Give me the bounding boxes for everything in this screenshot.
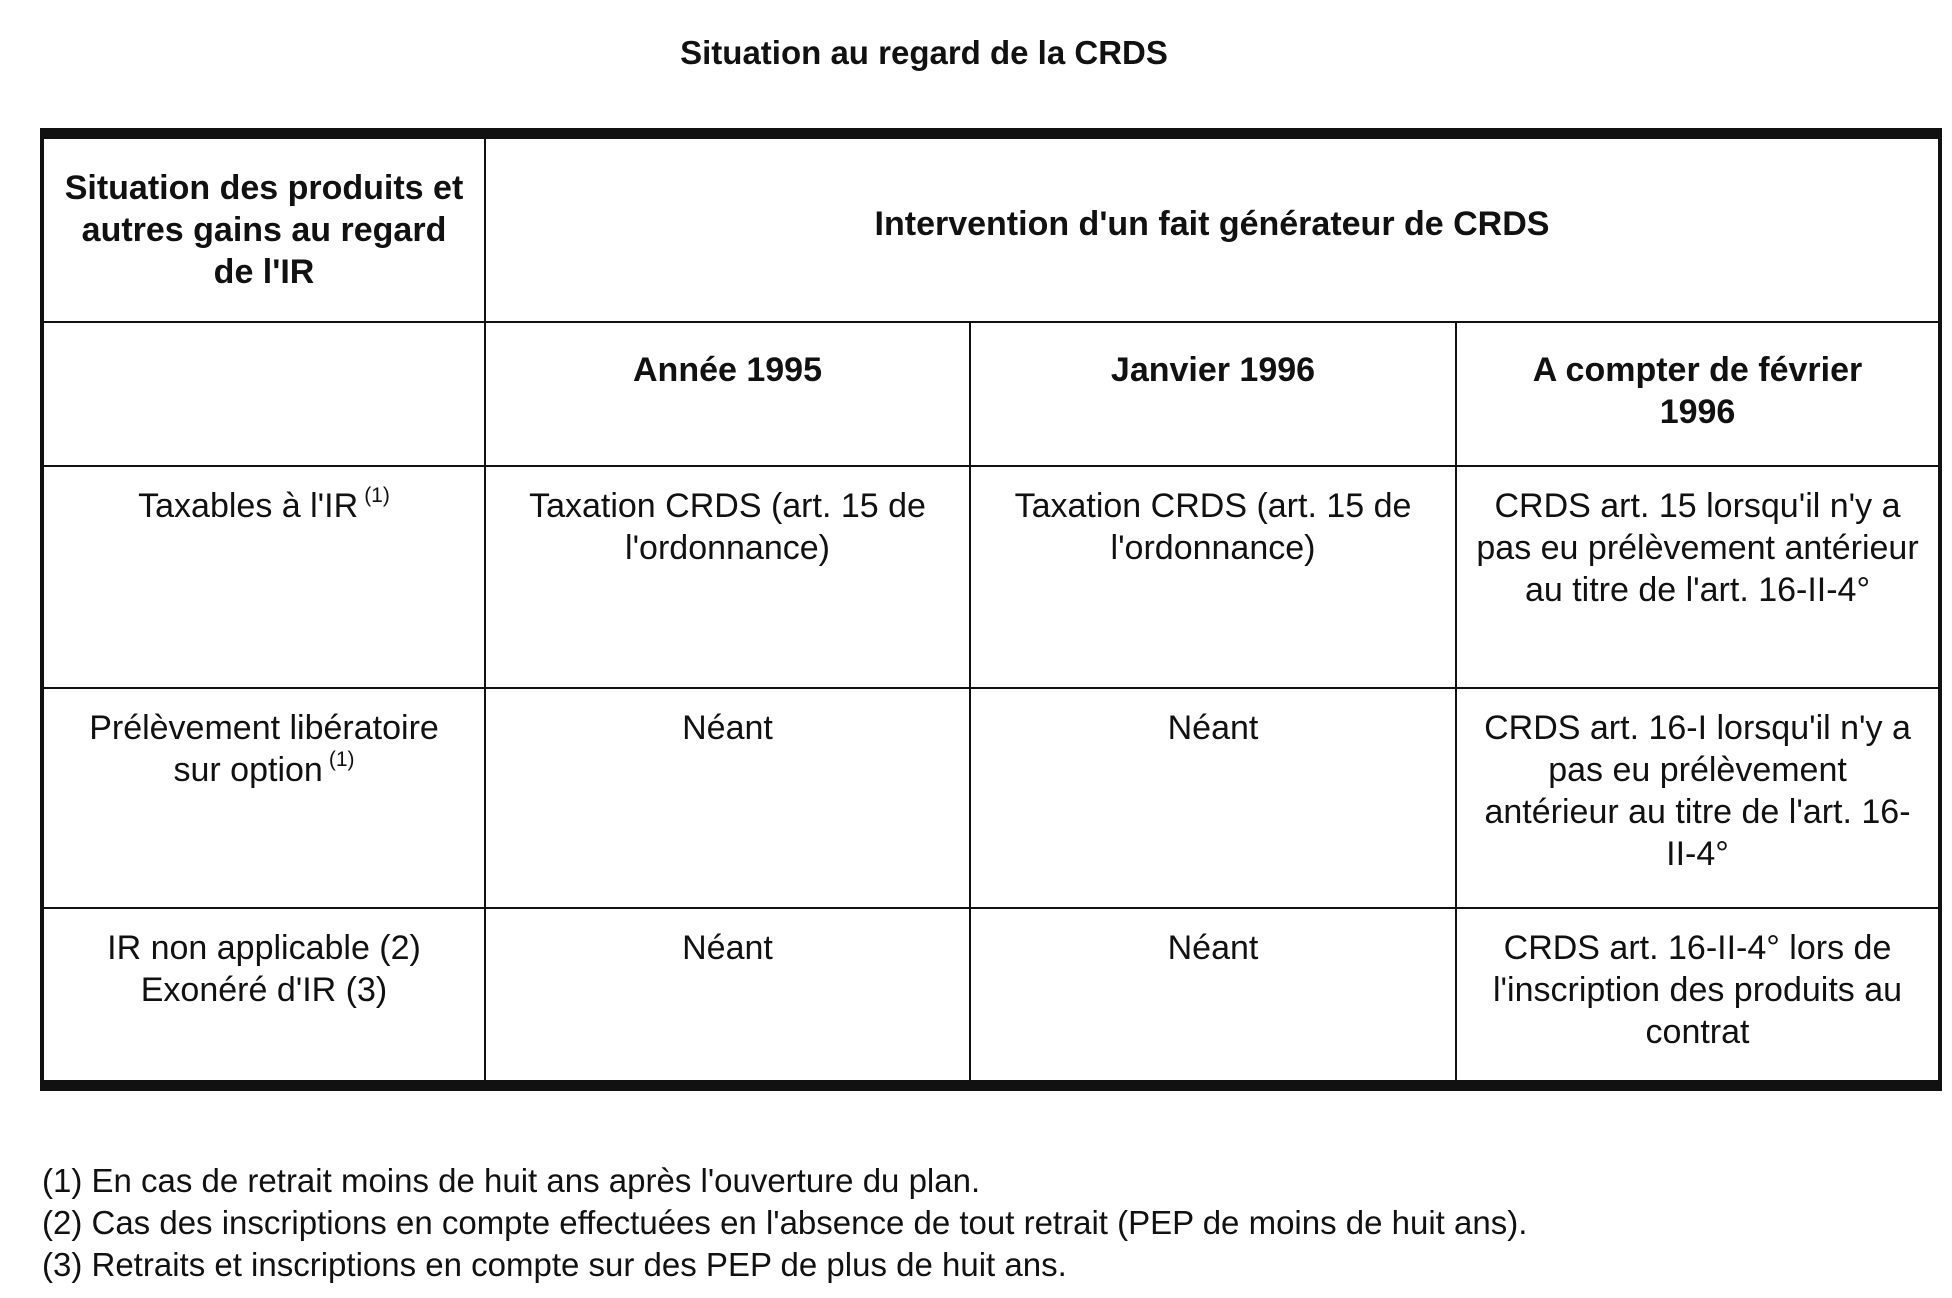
row-label: IR non applicable (2) <box>107 928 421 967</box>
table-row <box>42 688 1940 908</box>
row-label-cell <box>42 688 485 908</box>
header-left-cell: Situation des produits et autres gains au regard de l'IR <box>42 134 485 322</box>
table-cell: CRDS art. 16-I lorsqu'il n'y a pas eu prélèvement antérieur au titre de l'art. 16-II-4° <box>1456 688 1940 908</box>
column-header: Année 1995 <box>485 322 970 466</box>
page-title: Situation au regard de la CRDS <box>680 34 1168 71</box>
column-header: A compter de février 1996 <box>1456 322 1940 466</box>
table-row <box>42 908 1940 1086</box>
column-header-row <box>42 322 1940 466</box>
footnote: (3) Retraits et inscriptions en compte sur des PEP de plus de huit ans. <box>42 1246 1067 1283</box>
header-row <box>42 134 1940 322</box>
crds-table <box>40 128 1942 1091</box>
row-label-secondary: Exonéré d'IR (3) <box>140 970 388 1009</box>
column-header: Janvier 1996 <box>970 322 1456 466</box>
row-label-cell <box>42 908 485 1086</box>
row-label: Taxables à l'IR <box>138 486 359 525</box>
row-label: Prélèvement libératoire sur option <box>89 708 439 789</box>
footnote: (1) En cas de retrait moins de huit ans après l'ouverture du plan. <box>42 1162 981 1199</box>
table-cell: Néant <box>970 908 1456 1086</box>
row-label-cell <box>42 466 485 688</box>
footnote-ref: (1) <box>364 483 390 507</box>
table-row <box>42 466 1940 688</box>
table-cell: Néant <box>485 688 970 908</box>
table-cell: Néant <box>970 688 1456 908</box>
footnote-ref: (1) <box>328 747 355 771</box>
table-cell: CRDS art. 16-II-4° lors de l'inscription des produits au contrat <box>1456 908 1940 1086</box>
table-cell: Taxation CRDS (art. 15 de l'ordonnance) <box>485 466 970 688</box>
footnote: (2) Cas des inscriptions en compte effectuées en l'absence de tout retrait (PEP de moins de huit ans). <box>42 1204 1528 1241</box>
table-cell: Néant <box>485 908 970 1086</box>
table-cell: CRDS art. 15 lorsqu'il n'y a pas eu prélèvement antérieur au titre de l'art. 16-II-4° <box>1456 466 1940 688</box>
header-span-cell: Intervention d'un fait générateur de CRDS <box>485 134 1940 322</box>
footnotes <box>42 1160 1527 1286</box>
table-cell: Taxation CRDS (art. 15 de l'ordonnance) <box>970 466 1456 688</box>
empty-header-cell <box>42 322 485 466</box>
